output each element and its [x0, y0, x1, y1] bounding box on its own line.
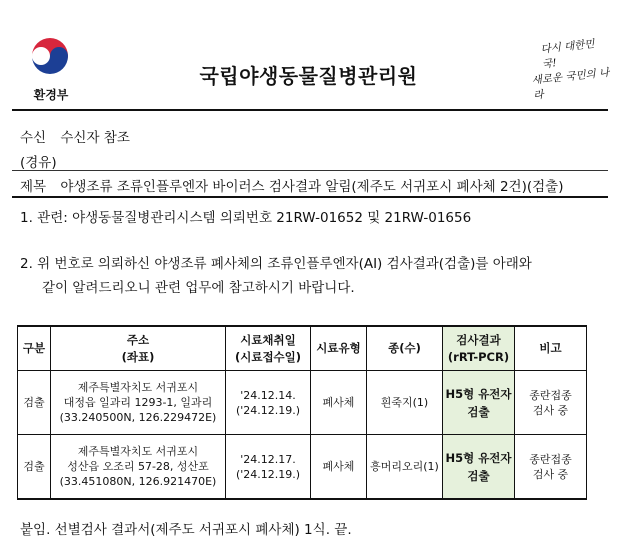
- cell-sample: 폐사체: [311, 435, 367, 500]
- address-line-2: 대정읍 일과리 1293-1, 일과리: [63, 396, 213, 409]
- sample-date: '24.12.17.: [240, 452, 296, 466]
- table-header-row: [18, 326, 587, 371]
- header-coord-line: (좌표): [121, 349, 155, 364]
- table-row: [18, 371, 587, 435]
- cell-note: [515, 435, 587, 500]
- address-line-1: 제주특별자치도 서귀포시: [77, 445, 199, 458]
- slogan-line-2: 새로운 국민의 나라: [531, 66, 610, 102]
- header-received-line: (시료접수일): [234, 349, 302, 364]
- cell-date: [226, 371, 311, 435]
- recipient-value: 수신자 참조: [60, 130, 130, 146]
- subject-bottom-rule: [12, 196, 608, 198]
- note-line-1: 종란접종: [529, 388, 572, 402]
- slogan-line-1: 다시 대한민국!: [540, 38, 596, 71]
- body-item-2-line-2: 같이 알려드리오니 관련 업무에 참고하시기 바랍니다.: [42, 280, 355, 296]
- header-note: 비고: [515, 326, 587, 371]
- subject-label: 제목: [20, 179, 47, 195]
- slogan-logo: [528, 36, 612, 104]
- cell-result: [443, 371, 515, 435]
- result-line-1: H5형 유전자: [445, 386, 512, 401]
- cell-note: [515, 371, 587, 435]
- coordinates: (33.451080N, 126.921470E): [59, 475, 217, 488]
- header-method-line: (rRT-PCR): [447, 349, 510, 364]
- result-line-1: H5형 유전자: [445, 450, 512, 465]
- ministry-name: 환경부: [33, 88, 69, 102]
- header-divider: [12, 109, 608, 111]
- recipient-row: [20, 126, 130, 146]
- organization-title: 국립야생동물질병관리원: [199, 64, 418, 88]
- cell-result: [443, 435, 515, 500]
- received-date: ('24.12.19.): [235, 467, 301, 481]
- coordinates: (33.240500N, 126.229472E): [59, 411, 217, 424]
- result-line-2: 검출: [467, 404, 490, 419]
- subject-top-rule: [12, 170, 608, 171]
- cell-address: [51, 371, 226, 435]
- header-result-line: 검사결과: [456, 332, 501, 347]
- recipient-label: 수신: [20, 130, 47, 146]
- subject-text: 야생조류 조류인플루엔자 바이러스 검사결과 알림(제주도 서귀포시 폐사체 2건)(검출): [60, 179, 564, 195]
- header-result: [443, 326, 515, 371]
- cell-type: 검출: [18, 371, 51, 435]
- body-item-1: 1. 관련: 야생동물질병관리시스템 의뢰번호 21RW-01652 및 21RW-01656: [20, 210, 472, 226]
- subject-row: [20, 175, 563, 195]
- header-date: [226, 326, 311, 371]
- address-line-1: 제주특별자치도 서귀포시: [77, 381, 199, 394]
- address-line-2: 성산읍 오조리 57-28, 성산포: [67, 460, 209, 473]
- attachment-note: 붙임. 선별검사 결과서(제주도 서귀포시 폐사체) 1식. 끝.: [20, 522, 352, 538]
- sample-date: '24.12.14.: [240, 388, 296, 402]
- header-date-line: 시료채취일: [240, 332, 296, 347]
- note-line-2: 검사 중: [532, 467, 569, 481]
- result-line-2: 검출: [467, 468, 490, 483]
- note-line-1: 종란접종: [529, 452, 572, 466]
- test-result-table: [17, 325, 587, 500]
- header-species: 종(수): [367, 326, 443, 371]
- table-row: [18, 435, 587, 500]
- header-address-line: 주소: [126, 332, 150, 347]
- received-date: ('24.12.19.): [235, 403, 301, 417]
- cell-address: [51, 435, 226, 500]
- cell-date: [226, 435, 311, 500]
- header-address: [51, 326, 226, 371]
- header-sample: 시료유형: [311, 326, 367, 371]
- cell-sample: 폐사체: [311, 371, 367, 435]
- header-type: 구분: [18, 326, 51, 371]
- cell-species: 흥머리오리(1): [367, 435, 443, 500]
- cell-species: 흰죽지(1): [367, 371, 443, 435]
- note-line-2: 검사 중: [532, 403, 569, 417]
- via-row: (경유): [20, 155, 57, 171]
- body-item-2-line-1: 2. 위 번호로 의뢰하신 야생조류 폐사체의 조류인플루엔자(AI) 검사결과(검출)를 아래와: [20, 256, 532, 272]
- cell-type: 검출: [18, 435, 51, 500]
